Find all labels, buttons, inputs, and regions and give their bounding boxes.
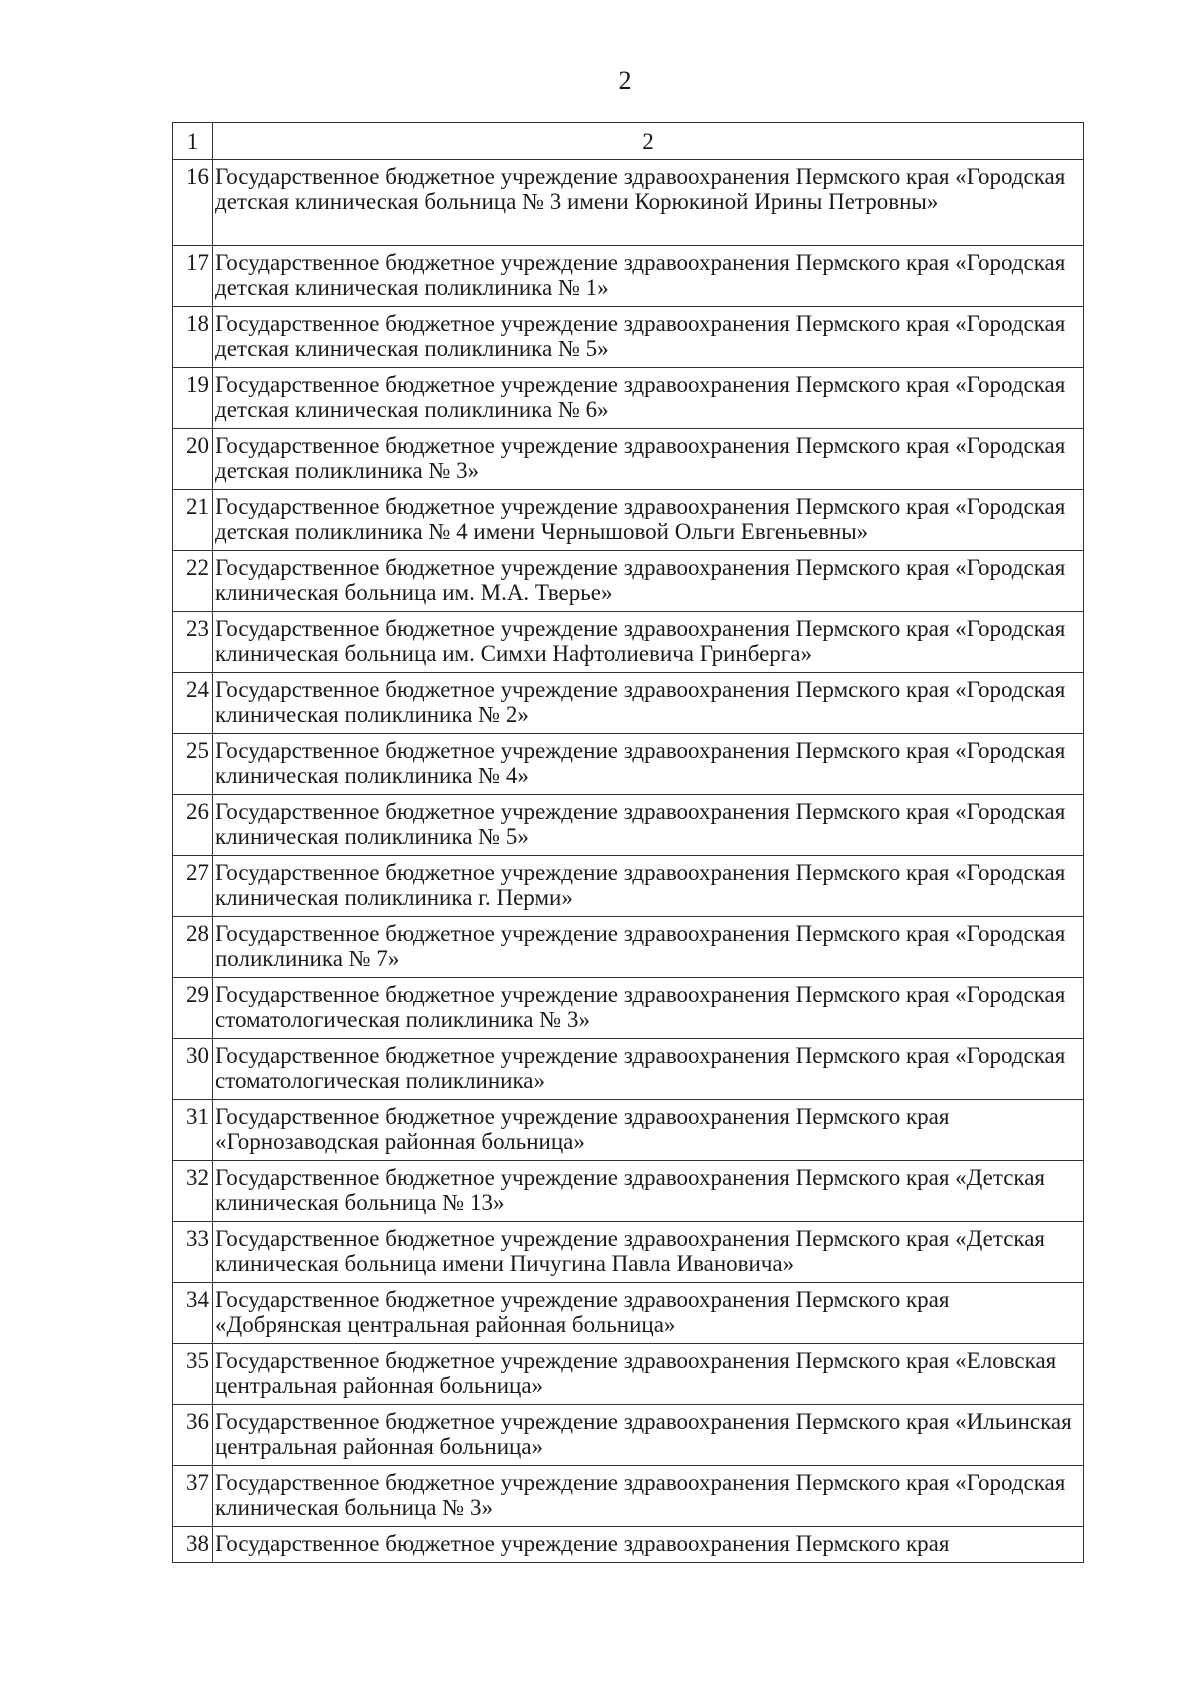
table-row (173, 551, 1084, 612)
table-row (173, 1283, 1084, 1344)
row-number-cell: 21 (173, 490, 213, 551)
institution-name-cell: Государственное бюджетное учреждение здравоохранения Пермского края (213, 1527, 1084, 1563)
institution-name-cell: Государственное бюджетное учреждение здравоохранения Пермского края «Городская детская клиническая поликлиника № 1» (213, 246, 1084, 307)
institution-name-cell: Государственное бюджетное учреждение здравоохранения Пермского края «Городская поликлиника № 7» (213, 917, 1084, 978)
table-row (173, 856, 1084, 917)
institution-name-cell: Государственное бюджетное учреждение здравоохранения Пермского края «Городская детская поликлиника № 4 имени Чернышовой Ольги Евгеньевны» (213, 490, 1084, 551)
header-cell-number: 1 (173, 123, 213, 160)
institution-name-cell: Государственное бюджетное учреждение здравоохранения Пермского края «Ильинская центральная районная больница» (213, 1405, 1084, 1466)
institution-name-cell: Государственное бюджетное учреждение здравоохранения Пермского края «Городская стоматологическая поликлиника» (213, 1039, 1084, 1100)
table-row (173, 368, 1084, 429)
row-number-cell: 23 (173, 612, 213, 673)
table-row (173, 978, 1084, 1039)
institution-name-cell: Государственное бюджетное учреждение здравоохранения Пермского края «Городская детская клиническая больница № 3 имени Корюкиной Ирины Петровны» (213, 160, 1084, 246)
table-row (173, 1527, 1084, 1563)
table-row (173, 612, 1084, 673)
institution-name-cell: Государственное бюджетное учреждение здравоохранения Пермского края «Городская детская клиническая поликлиника № 5» (213, 307, 1084, 368)
row-number-cell: 36 (173, 1405, 213, 1466)
table-row (173, 1405, 1084, 1466)
table-row (173, 429, 1084, 490)
institution-name-cell: Государственное бюджетное учреждение здравоохранения Пермского края «Городская клиническая больница № 3» (213, 1466, 1084, 1527)
table-row (173, 917, 1084, 978)
institution-name-cell: Государственное бюджетное учреждение здравоохранения Пермского края «Еловская центральная районная больница» (213, 1344, 1084, 1405)
institution-name-cell: Государственное бюджетное учреждение здравоохранения Пермского края «Городская детская поликлиника № 3» (213, 429, 1084, 490)
table-header-row (173, 123, 1084, 160)
table-row (173, 1161, 1084, 1222)
institution-name-cell: Государственное бюджетное учреждение здравоохранения Пермского края «Городская стоматологическая поликлиника № 3» (213, 978, 1084, 1039)
institution-name-cell: Государственное бюджетное учреждение здравоохранения Пермского края «Детская клиническая больница № 13» (213, 1161, 1084, 1222)
institution-name-cell: Государственное бюджетное учреждение здравоохранения Пермского края «Детская клиническая больница имени Пичугина Павла Ивановича» (213, 1222, 1084, 1283)
row-number-cell: 26 (173, 795, 213, 856)
institution-name-cell: Государственное бюджетное учреждение здравоохранения Пермского края «Городская клиническая поликлиника г. Перми» (213, 856, 1084, 917)
institution-name-cell: Государственное бюджетное учреждение здравоохранения Пермского края «Городская детская клиническая поликлиника № 6» (213, 368, 1084, 429)
row-number-cell: 18 (173, 307, 213, 368)
table-row (173, 490, 1084, 551)
table-row (173, 160, 1084, 246)
table-row (173, 1222, 1084, 1283)
institution-name-cell: Государственное бюджетное учреждение здравоохранения Пермского края «Городская клиническая больница им. Симхи Нафтолиевича Гринберга» (213, 612, 1084, 673)
table-row (173, 246, 1084, 307)
row-number-cell: 20 (173, 429, 213, 490)
table-row (173, 673, 1084, 734)
institution-name-cell: Государственное бюджетное учреждение здравоохранения Пермского края «Городская клиническая поликлиника № 2» (213, 673, 1084, 734)
row-number-cell: 24 (173, 673, 213, 734)
table-row (173, 734, 1084, 795)
row-number-cell: 31 (173, 1100, 213, 1161)
row-number-cell: 28 (173, 917, 213, 978)
table-row (173, 1039, 1084, 1100)
institution-name-cell: Государственное бюджетное учреждение здравоохранения Пермского края «Горнозаводская районная больница» (213, 1100, 1084, 1161)
row-number-cell: 17 (173, 246, 213, 307)
table-row (173, 1466, 1084, 1527)
institution-name-cell: Государственное бюджетное учреждение здравоохранения Пермского края «Городская клиническая поликлиника № 5» (213, 795, 1084, 856)
row-number-cell: 22 (173, 551, 213, 612)
institution-name-cell: Государственное бюджетное учреждение здравоохранения Пермского края «Городская клиническая больница им. М.А. Тверье» (213, 551, 1084, 612)
page-number: 2 (618, 66, 632, 95)
row-number-cell: 35 (173, 1344, 213, 1405)
row-number-cell: 33 (173, 1222, 213, 1283)
row-number-cell: 34 (173, 1283, 213, 1344)
row-number-cell: 25 (173, 734, 213, 795)
row-number-cell: 38 (173, 1527, 213, 1563)
institution-name-cell: Государственное бюджетное учреждение здравоохранения Пермского края «Добрянская центральная районная больница» (213, 1283, 1084, 1344)
row-number-cell: 32 (173, 1161, 213, 1222)
table-row (173, 1344, 1084, 1405)
row-number-cell: 27 (173, 856, 213, 917)
institutions-table (172, 122, 1084, 1563)
row-number-cell: 16 (173, 160, 213, 246)
row-number-cell: 19 (173, 368, 213, 429)
row-number-cell: 30 (173, 1039, 213, 1100)
table-row (173, 1100, 1084, 1161)
institution-name-cell: Государственное бюджетное учреждение здравоохранения Пермского края «Городская клиническая поликлиника № 4» (213, 734, 1084, 795)
row-number-cell: 37 (173, 1466, 213, 1527)
header-cell-name: 2 (213, 123, 1084, 160)
row-number-cell: 29 (173, 978, 213, 1039)
table-body (173, 123, 1084, 1563)
table-row (173, 307, 1084, 368)
table-row (173, 795, 1084, 856)
